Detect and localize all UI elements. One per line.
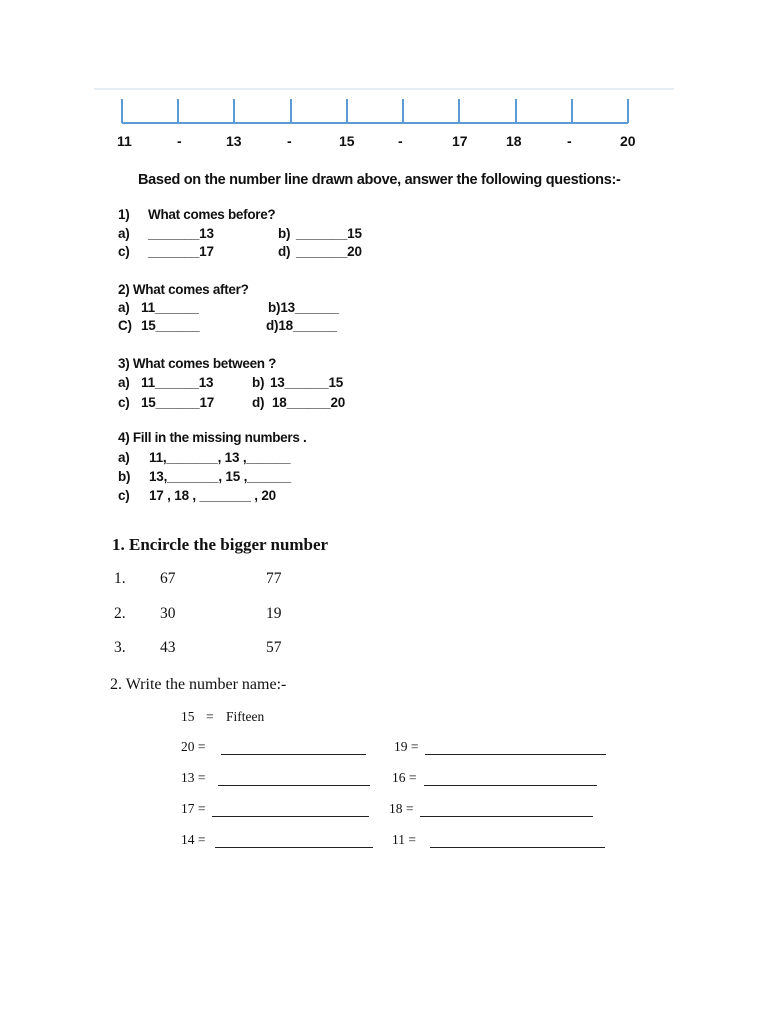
nl-label: 20	[620, 133, 636, 149]
q4-label-c: c)	[118, 488, 130, 503]
encircle-num: 1.	[114, 570, 126, 587]
encircle-title: 1. Encircle the bigger number	[112, 535, 329, 554]
q3-label-b: b)	[252, 375, 265, 390]
number-name-title: 2. Write the number name:-	[110, 676, 287, 693]
encircle-second: 77	[266, 570, 282, 587]
nl-label: 13	[226, 133, 242, 149]
answer-blank[interactable]	[221, 754, 366, 755]
number-name-left-label: 13 =	[181, 770, 206, 785]
q1-item-b: _______15	[296, 226, 362, 241]
q2-title: 2) What comes after?	[118, 282, 249, 297]
encircle-second: 57	[266, 639, 282, 656]
example-equals: =	[206, 709, 214, 724]
nl-label: 11	[117, 133, 132, 149]
q4-item-c: 17 , 18 , _______ , 20	[149, 488, 276, 503]
encircle-first: 67	[160, 570, 176, 587]
number-name-left-label: 17 =	[181, 801, 206, 816]
nl-label: -	[398, 133, 403, 149]
number-name-right-label: 18 =	[389, 801, 414, 816]
answer-blank[interactable]	[420, 816, 593, 817]
q1-label-a: a)	[118, 226, 130, 241]
number-name-right-label: 19 =	[394, 739, 419, 754]
q1-title: What comes before?	[148, 207, 276, 222]
q3-label-a: a)	[118, 375, 130, 390]
answer-blank[interactable]	[424, 785, 597, 786]
number-name-right-label: 16 =	[392, 770, 417, 785]
q2-item-b: b)13______	[268, 300, 339, 315]
q4-item-b: 13,_______, 15 ,______	[149, 469, 291, 484]
top-rule	[94, 88, 674, 90]
answer-blank[interactable]	[425, 754, 606, 755]
number-name-right-label: 11 =	[392, 832, 416, 847]
q1-item-a: _______13	[148, 226, 214, 241]
number-line	[110, 96, 640, 130]
q4-label-b: b)	[118, 469, 131, 484]
q3-item-b: 13______15	[270, 375, 344, 390]
q3-label-d: d)	[252, 395, 265, 410]
nl-label: -	[567, 133, 572, 149]
q3-item-c: 15______17	[141, 395, 215, 410]
answer-blank[interactable]	[215, 847, 373, 848]
nl-label: 17	[452, 133, 468, 149]
q4-title: 4) Fill in the missing numbers .	[118, 430, 307, 445]
q1-label-b: b)	[278, 226, 291, 241]
example-number: 15	[181, 709, 195, 724]
instruction-text: Based on the number line drawn above, answer the following questions:-	[138, 172, 621, 188]
q2-item-d: d)18______	[266, 318, 337, 333]
example-word: Fifteen	[226, 709, 265, 724]
q1-label-d: d)	[278, 244, 291, 259]
q1-number: 1)	[118, 207, 130, 222]
encircle-first: 43	[160, 639, 176, 656]
nl-label: -	[177, 133, 182, 149]
q3-item-a: 11______13	[141, 375, 214, 390]
encircle-second: 19	[266, 605, 282, 622]
q2-label-c: C)	[118, 318, 132, 333]
answer-blank[interactable]	[430, 847, 605, 848]
q3-label-c: c)	[118, 395, 130, 410]
q1-label-c: c)	[118, 244, 130, 259]
q3-item-d: 18______20	[272, 395, 346, 410]
answer-blank[interactable]	[212, 816, 369, 817]
q4-label-a: a)	[118, 450, 130, 465]
nl-label: 18	[506, 133, 522, 149]
nl-label: 15	[339, 133, 355, 149]
q2-item-a: 11______	[141, 300, 199, 315]
encircle-first: 30	[160, 605, 176, 622]
q2-item-c: 15______	[141, 318, 200, 333]
q3-title: 3) What comes between ?	[118, 356, 277, 371]
encircle-num: 2.	[114, 605, 126, 622]
number-name-left-label: 14 =	[181, 832, 206, 847]
number-name-left-label: 20 =	[181, 739, 206, 754]
encircle-num: 3.	[114, 639, 126, 656]
q4-item-a: 11,_______, 13 ,______	[149, 450, 291, 465]
q1-item-c: _______17	[148, 244, 214, 259]
q1-item-d: _______20	[296, 244, 362, 259]
q2-label-a: a)	[118, 300, 130, 315]
nl-label: -	[287, 133, 292, 149]
answer-blank[interactable]	[218, 785, 370, 786]
